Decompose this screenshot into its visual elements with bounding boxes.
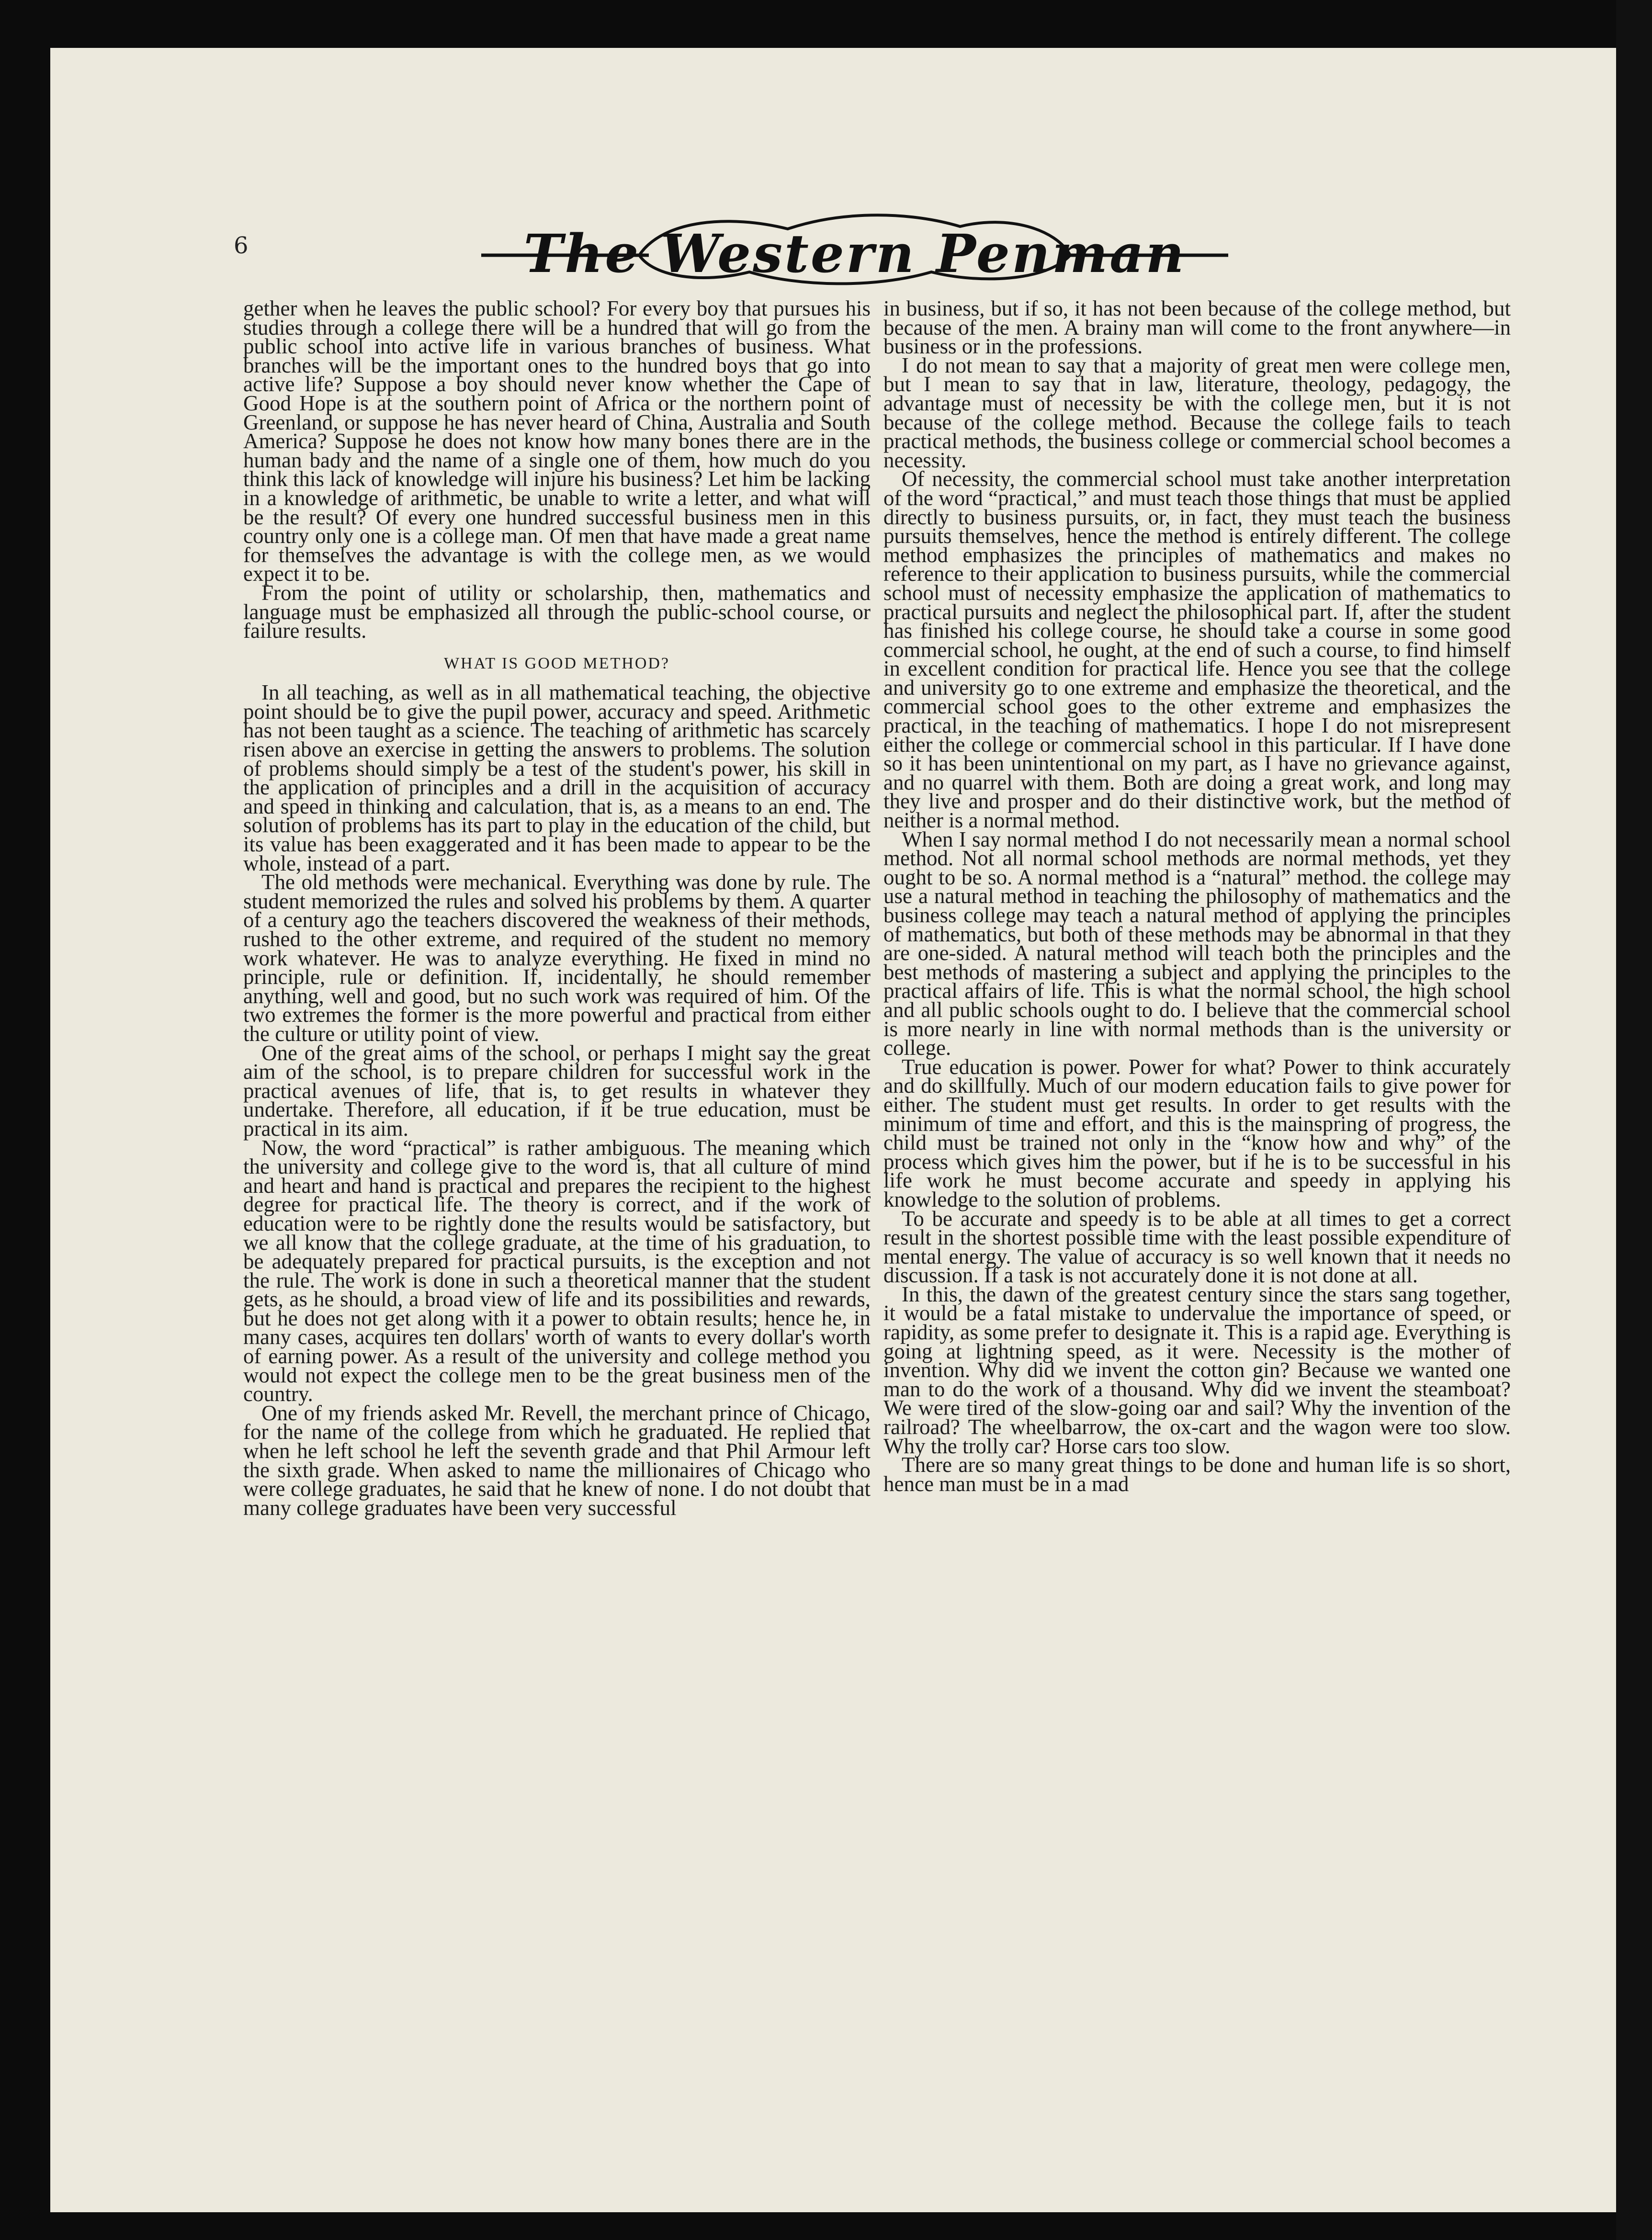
paragraph: To be accurate and speedy is to be able at all times to get a correct result in the shortest possible time with the least possible expenditure of mental energy. The value of accuracy is so well known that it needs no discussion. If a task is not accurately done it is not done at all. xyxy=(883,1206,1511,1288)
masthead-logo xyxy=(481,200,1228,296)
paragraph: One of the great aims of the school, or perhaps I might say the great aim of the school, is to prepare children for successful work in the practical avenues of life, that is, to get results in whatever they undertake. Therefore, all education, if it be true education, must be practical in its aim. xyxy=(243,1041,871,1141)
paragraph: The old methods were mechanical. Everything was done by rule. The student memorized the rules and solved his problems by them. A quarter of a century ago the teachers discovered the weakness of their methods, rushed to the other extreme, and required of the student no memory work whatever. He was to analyze everything. He fixed in mind no principle, rule or definition. If, incidentally, he should remember anything, well and good, but no such work was required of him. Of the two extremes the former is the more powerful and practical from either the culture or utility point of view. xyxy=(243,870,871,1046)
paragraph: I do not mean to say that a majority of great men were college men, but I mean to say that in law, literature, theology, pedagogy, the advantage must of necessity be with the college men, but it is not because of the college method. Because the college fails to teach practical methods, the business college or commercial school becomes a necessity. xyxy=(883,353,1511,472)
paragraph: True education is power. Power for what? Power to think accurately and do skillfully. Much of our modern education fails to give power for either. The student must get results. In order to get results with the minimum of time and effort, and this is the mainspring of progress, the child must be trained not only in the “know how and why” of the process which gives him the power, but if he is to be successful in his life work he must become accurate and speedy in applying his knowledge to the solution of problems. xyxy=(883,1054,1511,1211)
paragraph: gether when he leaves the public school? For every boy that pursues his studies through a college there will be a hundred that will go from the public school into active life in various branches of business. What branches will be the important ones to the hundred boys that go into active life? Suppose a boy should never know whether the Cape of Good Hope is at the southern point of Africa or the northern point of Greenland, or suppose he has never heard of China, Australia and South America? Suppose he does not know how many bones there are in the human bady and the name of a single one of them, how much do you think this lack of knowledge will injure his business? Let him be lacking in a knowledge of arithmetic, be unable to write a letter, and what will be the result? Of every one hundred successful business men in this country only one is a college man. Of men that have made a great name for themselves the advantage is with the college men, as we would expect it to be. xyxy=(243,296,871,586)
masthead-title: The Western Penman xyxy=(523,223,1186,284)
paragraph: in business, but if so, it has not been because of the college method, but because of the men. A brainy man will come to the front anywhere—in business or in the professions. xyxy=(883,296,1511,359)
paragraph: One of my friends asked Mr. Revell, the merchant prince of Chicago, for the name of the college from which he graduated. He replied that when he left school he left the seventh grade and that Phil Armour left the sixth grade. When asked to name the millionaires of Chicago who were college graduates, he said that he knew of none. I do not doubt that many college graduates have been very successful xyxy=(243,1401,871,1520)
section-heading: WHAT IS GOOD METHOD? xyxy=(443,654,670,672)
right-column xyxy=(883,296,1511,1496)
page-edge xyxy=(1616,0,1652,2240)
magazine-page xyxy=(50,48,1616,2212)
paragraph: Of necessity, the commercial school must take another interpretation of the word “practical,” and must teach those things that must be applied directly to business pursuits, or, in fact, they must teach the business pursuits themselves, hence the method is entirely different. The college method emphasizes the principles of mathematics and makes no reference to their application to business pursuits, while the commercial school must of necessity emphasize the application of mathematics to practical pursuits and neglect the philosophical part. If, after the student has finished his college course, he should take a course in some good commercial school, he ought, at the end of such a course, to find himself in excellent condition for practical life. Hence you see that the college and university go to one extreme and emphasize the theoretical, and the commercial school goes to the other extreme and emphasizes the practical, in the teaching of mathematics. I hope I do not misrepresent either the college or commercial school in this particular. If I have done so it has been unintentional on my part, as I have no grievance against, and no quarrel with them. Both are doing a great work, and long may they live and prosper and do their distinctive work, but the method of neither is a normal method. xyxy=(883,467,1511,833)
left-column xyxy=(243,296,871,1520)
paragraph: In this, the dawn of the greatest century since the stars sang together, it would be a fatal mistake to undervalue the importance of speed, or rapidity, as some prefer to designate it. This is a rapid age. Everything is going at lightning speed, as it were. Necessity is the mother of invention. Why did we invent the cotton gin? Because we wanted one man to do the work of a thousand. Why did we invent the steamboat? We were tired of the slow-going oar and sail? Why the invention of the railroad? The wheelbarrow, the ox-cart and the wagon were too slow. Why the trolly car? Horse cars too slow. xyxy=(883,1282,1511,1458)
paragraph: In all teaching, as well as in all mathematical teaching, the objective point should be to give the pupil power, accuracy and speed. Arithmetic has not been taught as a science. The teaching of arithmetic has scarcely risen above an exercise in getting the answers to problems. The solution of problems should simply be a test of the student's power, his skill in the application of principles and a drill in the acquisition of accuracy and speed in thinking and calculation, that is, as a means to an end. The solution of problems has its part to play in the education of the child, but its value has been exaggerated and it has been made to appear to be the whole, instead of a part. xyxy=(243,680,871,875)
paragraph: When I say normal method I do not necessarily mean a normal school method. Not all normal school methods are normal methods, yet they ought to be so. A normal method is a “natural” method. the college may use a natural method in teaching the philosophy of mathematics and the business college may teach a natural method of applying the principles of mathematics, but both of these methods may be abnormal in that they are one-sided. A natural method will teach both the principles and the best methods of mastering a subject and applying the principles to the practical affairs of life. This is what the normal school, the high school and all public schools ought to do. I believe that the commercial school is more nearly in line with normal methods than is the university or college. xyxy=(883,827,1511,1060)
paragraph: Now, the word “practical” is rather ambiguous. The meaning which the university and college give to the word is, that all culture of mind and heart and hand is practical and prepares the recipient to the highest degree for practical life. The theory is correct, and if the work of education were to be rightly done the results would be satisfactory, but we all know that the college graduate, at the time of his graduation, to be adequately prepared for practical pursuits, is the exception and not the rule. The work is done in such a theoretical manner that the student gets, as he should, a broad view of life and its possibilities and rewards, but he does not get along with it a power to obtain results; hence he, in many cases, acquires ten dollars' worth of wants to every dollar's worth of earning power. As a result of the university and college method you would not expect the college men to be the great business men of the country. xyxy=(243,1135,871,1406)
paragraph: There are so many great things to be done and human life is so short, hence man must be in a mad xyxy=(883,1453,1511,1496)
page-number: 6 xyxy=(234,232,249,259)
paragraph: From the point of utility or scholarship, then, mathematics and language must be emphasized all through the public-school course, or failure results. xyxy=(243,580,871,643)
